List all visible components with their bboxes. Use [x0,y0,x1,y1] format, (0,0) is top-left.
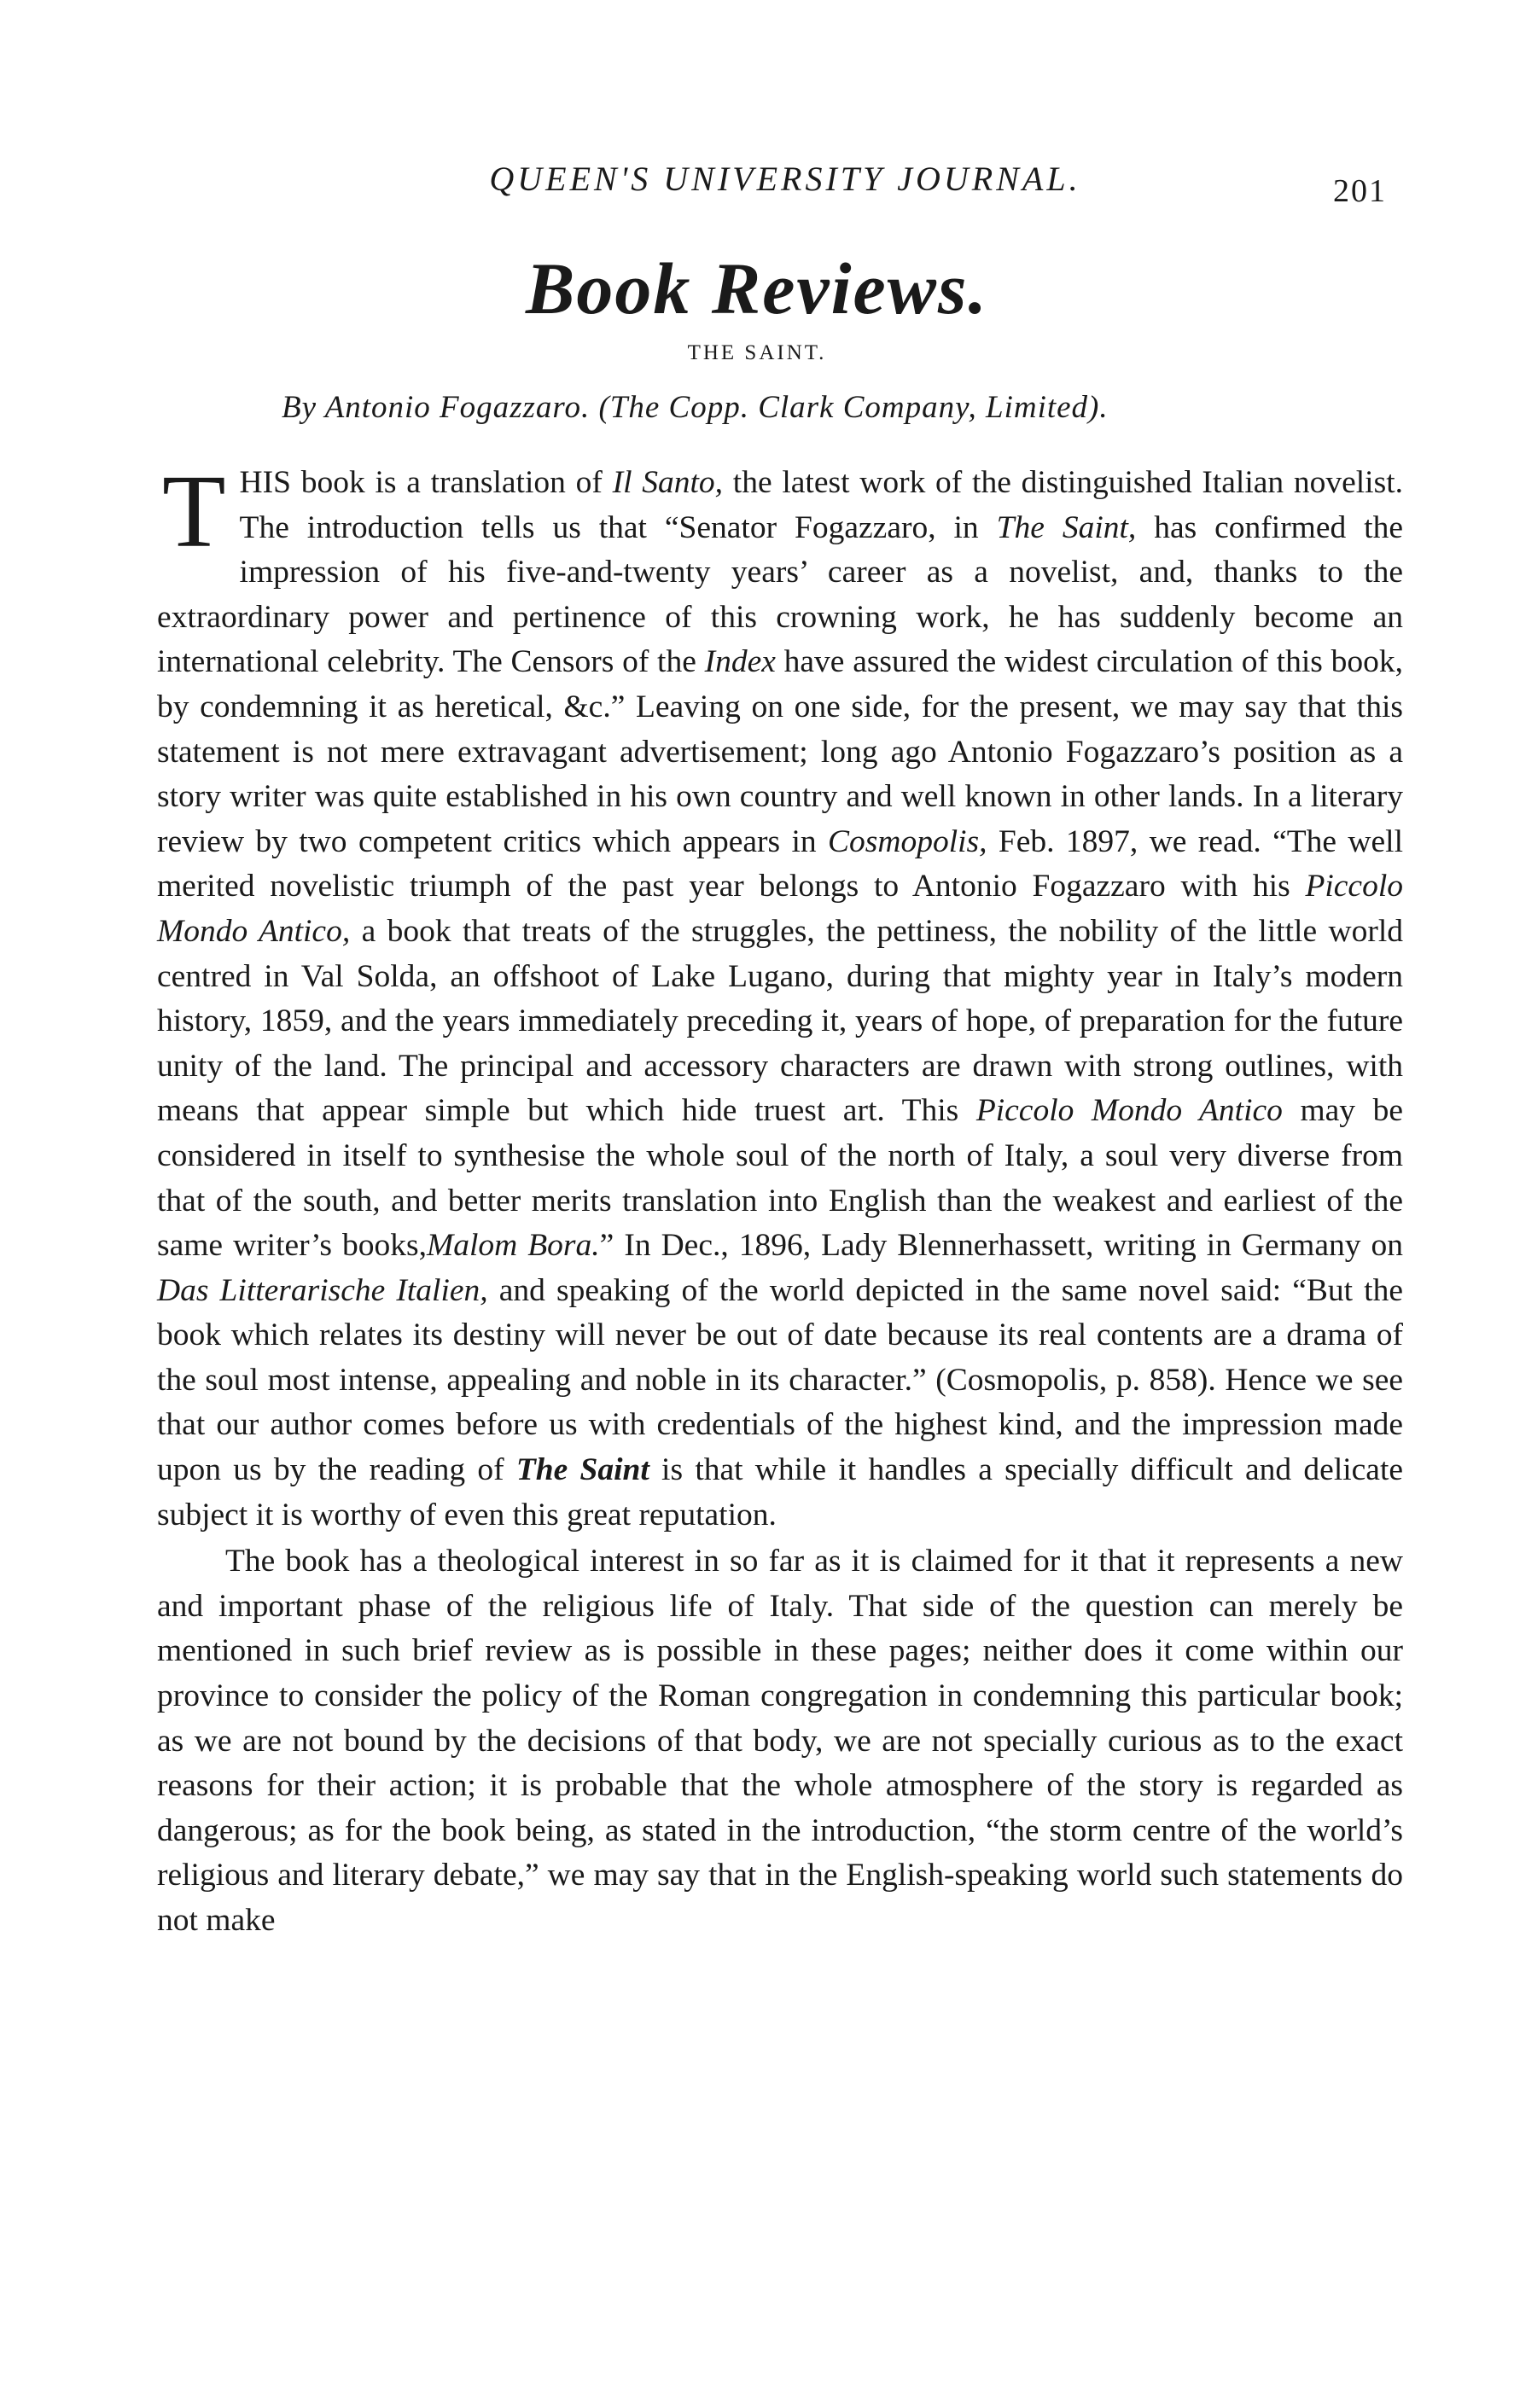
body-text: ” In Dec., 1896, Lady Blennerhassett, writing in Germany on [599,1228,1403,1264]
emphasis-text: Cosmopolis, [828,823,987,859]
body-text: Feb. 1897, we read. “The well merited novelistic triumph of the past year belongs to Antonio Fogazzaro with his [157,823,1403,904]
body-text: have assured the widest circulation of this book, by condemning it as heretical, &c.” Leaving on one side, for the present, we may say that this statement is not mere extravagant advertisement; long ago Antonio Fogazzaro’s position as a story writer was quite established in his own country and well known in other lands. In a literary review by two competent critics which appears in [157,644,1403,859]
emphasis-text: Das Litterarische Italien, [157,1272,488,1308]
body-text: has confirmed the impression of his five-and-twenty years’ career as a novelist, and, thanks to the extraordinary power and pertinence of this crowning work, he has suddenly become an international celebrity. The Censors of the [157,509,1403,680]
emphasis-text: Piccolo Mondo Antico [975,1093,1283,1129]
body-paragraph [157,454,1404,1538]
body-text: The book has a theological interest in so far as it is claimed for it that it represents a new and important phase of the religious life of Italy. That side of the question can merely be mentioned in such brief review as is possible in these pages; neither does it come within our province to consider the policy of the Roman congregation in condemning this particular book; as we are not bound by the decisions of that body, we are not specially curious as to the exact reasons for their action; it is probable that the whole atmosphere of the story is regarded as dangerous; as for the book being, as stated in the introduction, “the storm centre of the world’s religious and literary debate,” we may say that in the English-speaking world such statements do not make [157,1544,1403,1938]
drop-cap: T [162,454,226,569]
body-paragraph [157,1539,1403,1943]
running-head: QUEEN'S UNIVERSITY JOURNAL. [489,160,1081,198]
section-title: Book Reviews. [526,247,988,329]
emphasis-text: Index [704,644,776,680]
body-text: may be considered in itself to synthesise the whole soul of the north of Italy, a soul very diverse from that of the south, and better merits translation into English than the weakest and earliest of the same writer’s books, [157,1093,1403,1264]
body-text: HIS book is a translation of [239,465,613,500]
byline: By Antonio Fogazzaro. (The Copp. Clark Company, Limited). [282,390,1109,425]
emphasis-text: Il Santo, [612,465,724,500]
body-text: is that while it handles a specially difficult and delicate subject it is worthy of even this great reputation. [157,1452,1404,1533]
emphasis-text: Piccolo Mondo Antico, [157,869,1403,949]
body-text: and speaking of the world depicted in the same novel said: “But the book which relates its destiny will never be out of date because its real contents are a drama of the soul most intense, appealing and noble in its character.” (Cosmopolis, p. 858). Hence we see that our author comes before us with credentials of the highest kind, and the impression made upon us by the reading of [157,1272,1403,1488]
body-text: the latest work of the distinguished Italian novelist. The introduction tells us that “Senator Fogazzaro, in [239,465,1403,545]
body-text: a book that treats of the struggles, the pettiness, the nobility of the little world centred in Val Solda, an offshoot of Lake Lugano, during that mighty year in Italy’s modern history, 1859, and the years immediately preceding it, years of hope, of preparation for the future unity of the land. The principal and accessory characters are drawn with strong outlines, with means that appear simple but which hide truest art. This [157,913,1403,1129]
emphasis-text: The Saint, [996,509,1137,545]
book-title: THE SAINT. [687,341,827,364]
emphasis-text: The Saint [515,1452,649,1488]
emphasis-text: Malom Bora. [427,1228,600,1264]
review-body [157,454,1404,1944]
page-number: 201 [1333,173,1387,209]
